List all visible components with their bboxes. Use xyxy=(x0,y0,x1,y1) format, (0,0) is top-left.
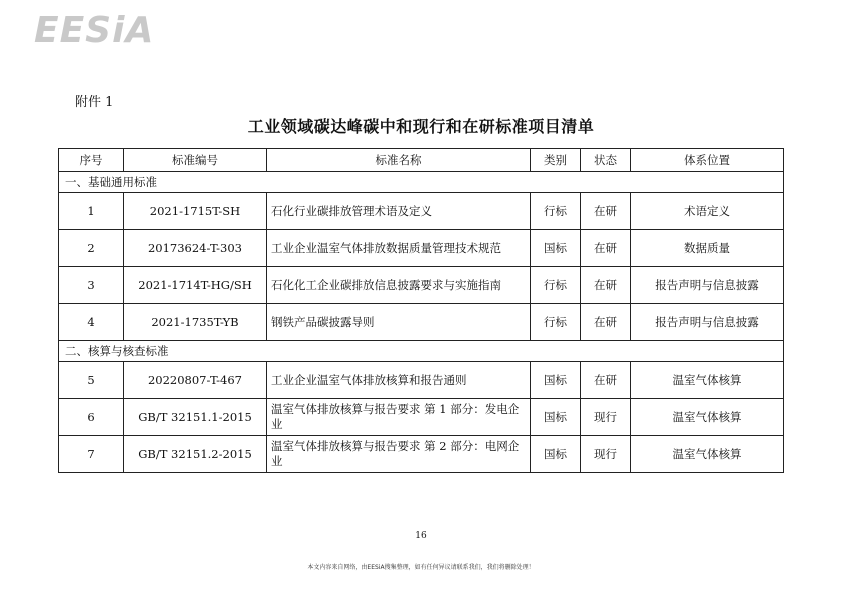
section-row xyxy=(59,341,784,362)
table-row xyxy=(59,193,784,230)
table-row xyxy=(59,436,784,473)
cell-system-position: 报告声明与信息披露 xyxy=(631,267,784,304)
cell-std-name: 温室气体排放核算与报告要求 第 1 部分：发电企业 xyxy=(267,399,531,436)
cell-seq: 2 xyxy=(59,230,124,267)
cell-system-position: 术语定义 xyxy=(631,193,784,230)
section-label: 二、核算与核查标准 xyxy=(59,341,784,362)
cell-category: 国标 xyxy=(531,230,581,267)
cell-std-number: 20220807-T-467 xyxy=(124,362,267,399)
cell-std-name: 工业企业温室气体排放数据质量管理技术规范 xyxy=(267,230,531,267)
attachment-label: 附件 1 xyxy=(75,95,114,110)
cell-seq: 1 xyxy=(59,193,124,230)
footer-disclaimer: 本文内容来自网络，由EESiA搜集整理，如有任何异议请联系我们，我们将删除处理！ xyxy=(307,564,535,571)
table-row xyxy=(59,267,784,304)
cell-std-number: 2021-1735T-YB xyxy=(124,304,267,341)
cell-std-number: 2021-1715T-SH xyxy=(124,193,267,230)
table-row xyxy=(59,304,784,341)
document-title: 工业领域碳达峰碳中和现行和在研标准项目清单 xyxy=(247,117,595,136)
header-seq: 序号 xyxy=(59,149,124,172)
standards-table xyxy=(58,148,784,473)
cell-category: 行标 xyxy=(531,304,581,341)
cell-seq: 3 xyxy=(59,267,124,304)
cell-status: 在研 xyxy=(581,304,631,341)
cell-std-name: 石化行业碳排放管理术语及定义 xyxy=(267,193,531,230)
section-label: 一、基础通用标准 xyxy=(59,172,784,193)
cell-category: 国标 xyxy=(531,362,581,399)
section-row xyxy=(59,172,784,193)
table-row xyxy=(59,362,784,399)
page-number: 16 xyxy=(415,531,427,541)
cell-std-name: 工业企业温室气体排放核算和报告通则 xyxy=(267,362,531,399)
cell-std-name: 石化化工企业碳排放信息披露要求与实施指南 xyxy=(267,267,531,304)
cell-system-position: 温室气体核算 xyxy=(631,436,784,473)
cell-status: 现行 xyxy=(581,399,631,436)
cell-system-position: 温室气体核算 xyxy=(631,399,784,436)
cell-system-position: 报告声明与信息披露 xyxy=(631,304,784,341)
cell-system-position: 温室气体核算 xyxy=(631,362,784,399)
cell-status: 在研 xyxy=(581,230,631,267)
table-row xyxy=(59,399,784,436)
header-category: 类别 xyxy=(531,149,581,172)
cell-category: 行标 xyxy=(531,193,581,230)
cell-category: 国标 xyxy=(531,399,581,436)
cell-std-number: GB/T 32151.1-2015 xyxy=(124,399,267,436)
cell-seq: 5 xyxy=(59,362,124,399)
cell-std-number: GB/T 32151.2-2015 xyxy=(124,436,267,473)
cell-seq: 7 xyxy=(59,436,124,473)
cell-seq: 4 xyxy=(59,304,124,341)
eesia-logo: EESiA xyxy=(34,10,155,51)
cell-status: 现行 xyxy=(581,436,631,473)
cell-std-name: 钢铁产品碳披露导则 xyxy=(267,304,531,341)
cell-status: 在研 xyxy=(581,267,631,304)
cell-std-number: 2021-1714T-HG/SH xyxy=(124,267,267,304)
header-std-name: 标准名称 xyxy=(267,149,531,172)
cell-category: 行标 xyxy=(531,267,581,304)
table-row xyxy=(59,230,784,267)
cell-seq: 6 xyxy=(59,399,124,436)
header-status: 状态 xyxy=(581,149,631,172)
header-system-position: 体系位置 xyxy=(631,149,784,172)
cell-std-name: 温室气体排放核算与报告要求 第 2 部分：电网企业 xyxy=(267,436,531,473)
cell-system-position: 数据质量 xyxy=(631,230,784,267)
cell-category: 国标 xyxy=(531,436,581,473)
cell-status: 在研 xyxy=(581,193,631,230)
table-header-row xyxy=(59,149,784,172)
cell-std-number: 20173624-T-303 xyxy=(124,230,267,267)
cell-status: 在研 xyxy=(581,362,631,399)
header-std-number: 标准编号 xyxy=(124,149,267,172)
